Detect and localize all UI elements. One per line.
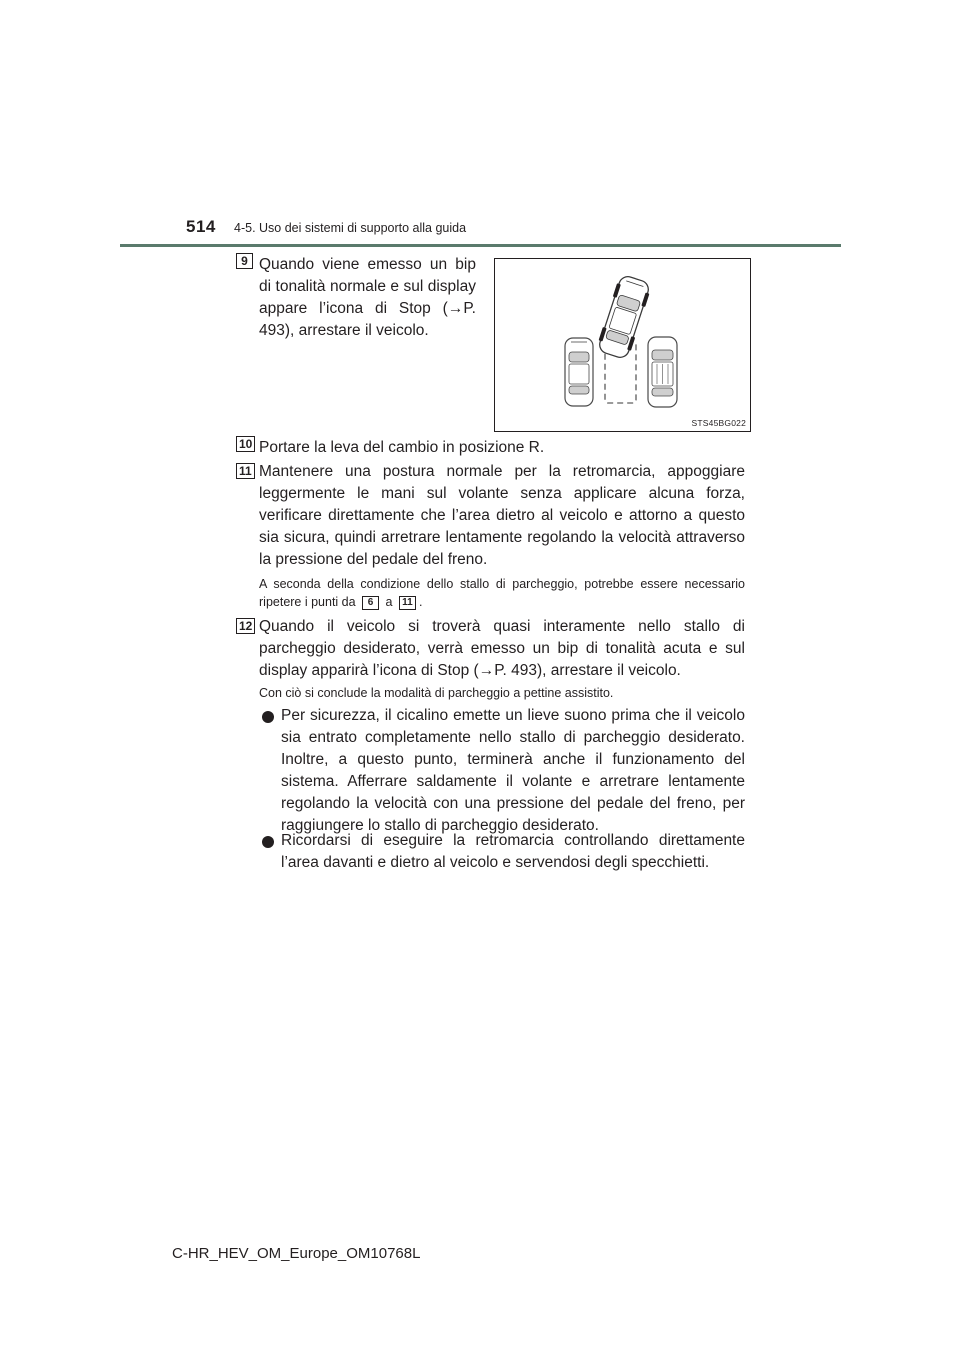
step-badge-10: 10 xyxy=(236,436,255,452)
step-11-note-text: A seconda della condizione dello stallo di parcheggio, potrebbe essere necessario ripetere i punti da xyxy=(259,577,745,609)
right-parked-car xyxy=(648,337,677,407)
step-11-text: Mantenere una postura normale per la retromarcia, appoggiare leggermente le mani sul volante senza applicare alcuna forza, verificare direttamente che l’area dietro al veicolo e attorno a questo sia sicura, quindi arretrare lentamente regolando la velocità attraverso la pressione del pedale del freno. xyxy=(259,463,745,568)
bullet-1-text: Per sicurezza, il cicalino emette un lieve suono prima che il veicolo sia entrato completamente nello stallo di parcheggio desiderato. Inoltre, a questo punto, terminerà anche il funzionamento del sistema. Afferrare saldamente il volante e arretrare lentamente regolando la velocità con una pressione del pedale del freno, per raggiungere lo stallo di parcheggio desiderato. xyxy=(281,707,745,834)
step-11-note xyxy=(259,575,745,611)
step-badge-11: 11 xyxy=(236,463,255,479)
bullet-dot xyxy=(262,711,274,723)
step-10-text: Portare la leva del cambio in posizione R. xyxy=(259,439,545,456)
step-12-text: Quando il veicolo si troverà quasi interamente nello stallo di parcheggio desiderato, verrà emesso un bip di tonalità acuta e sul display apparirà l’icona di Stop (→P. 493), arrestare il veicolo. xyxy=(259,618,745,679)
page-number: 514 xyxy=(186,217,216,236)
document-footer: C-HR_HEV_OM_Europe_OM10768L xyxy=(172,1245,421,1262)
step-11-note-end: . xyxy=(418,595,423,609)
step-badge-9: 9 xyxy=(236,253,253,269)
left-parked-car xyxy=(565,338,593,406)
maneuvering-car xyxy=(595,274,652,361)
step-11-note-connector: a xyxy=(382,595,396,609)
header-rule xyxy=(120,244,841,247)
bullet-2-text: Ricordarsi di eseguire la retromarcia controllando direttamente l’area davanti e dietro al veicolo e servendosi degli specchietti. xyxy=(281,832,745,871)
parking-illustration xyxy=(494,258,751,432)
section-title: 4-5. Uso dei sistemi di supporto alla guida xyxy=(234,221,467,235)
step-badge-12: 12 xyxy=(236,618,255,634)
step-12-note: Con ciò si conclude la modalità di parcheggio a pettine assistito. xyxy=(259,686,614,700)
parking-diagram xyxy=(495,259,750,431)
bullet-dot xyxy=(262,836,274,848)
figure-code: STS45BG022 xyxy=(691,418,746,428)
inline-step-ref-11: 11 xyxy=(399,596,416,610)
inline-step-ref-6: 6 xyxy=(362,596,379,610)
step-9-text: Quando viene emesso un bip di tonalità normale e sul display appare l’icona di Stop (→P. 493), arrestare il veicolo. xyxy=(259,256,476,339)
